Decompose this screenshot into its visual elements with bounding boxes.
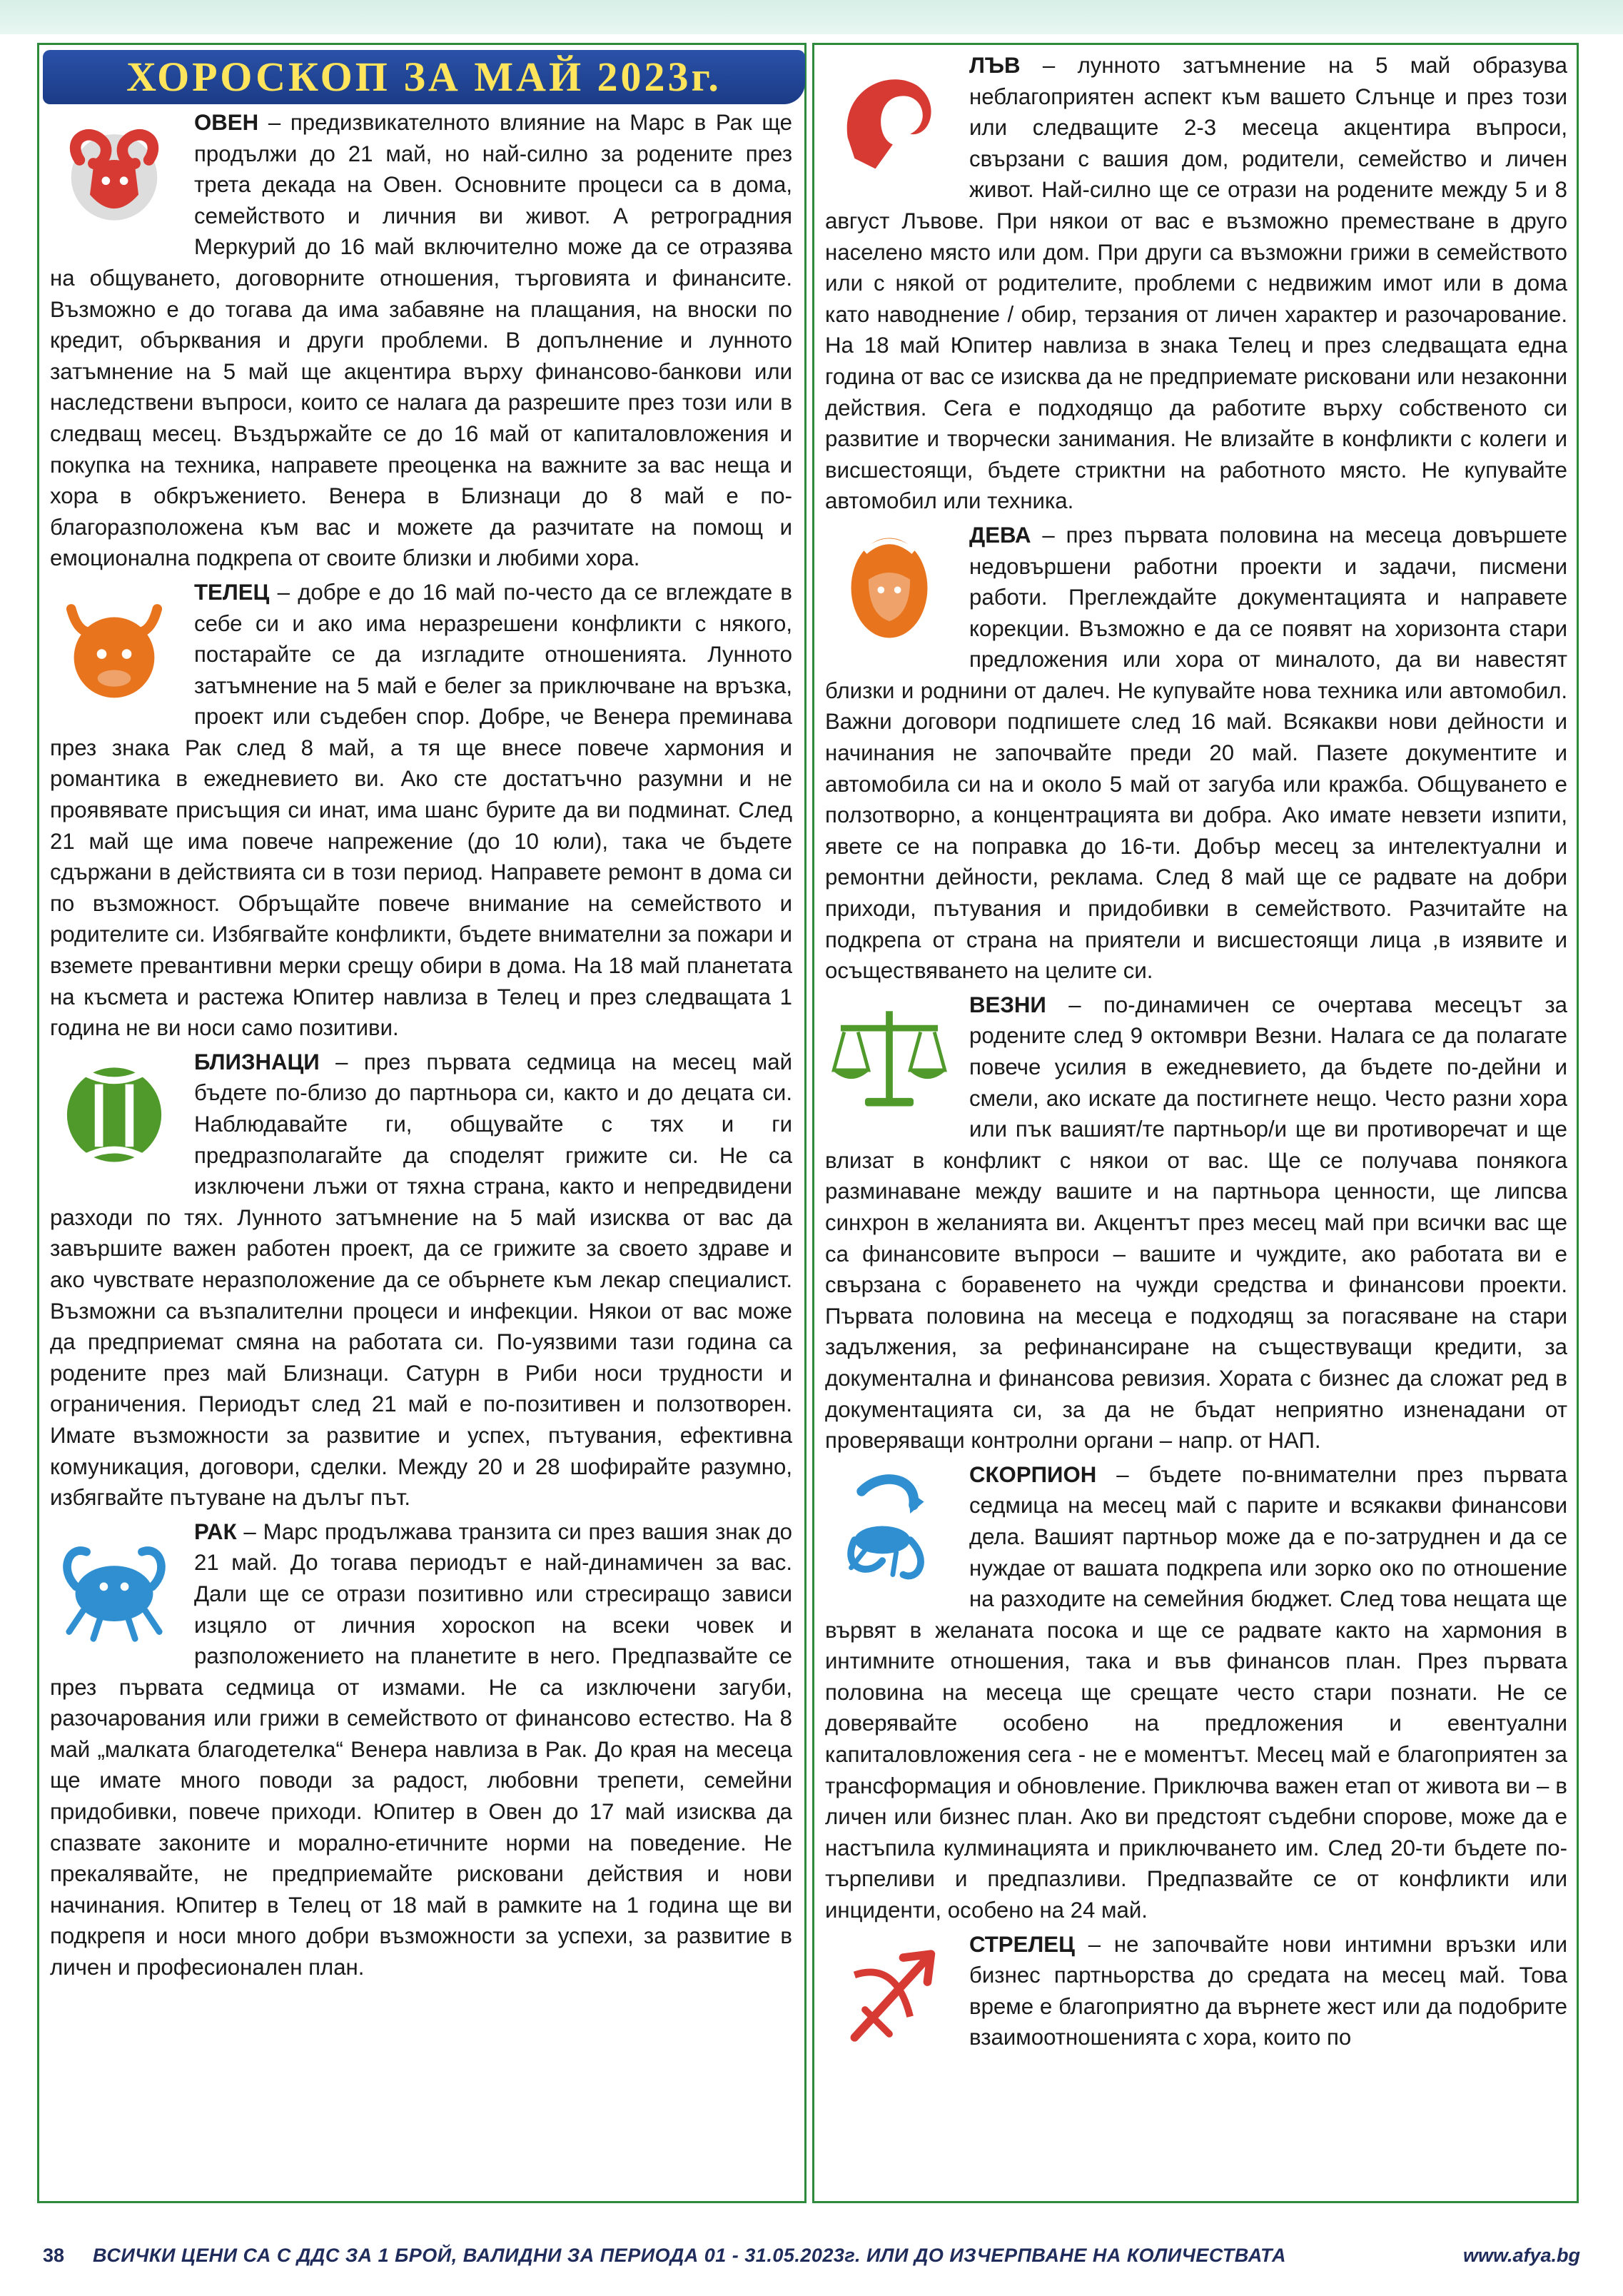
- sign-section-virgo: [825, 520, 1567, 987]
- virgo-icon: [825, 524, 954, 649]
- sign-name-leo: ЛЪВ: [969, 53, 1021, 78]
- sign-name-taurus: ТЕЛЕЦ: [194, 579, 270, 605]
- sign-name-gemini: БЛИЗНАЦИ: [194, 1049, 320, 1074]
- sign-text-cancer: – Марс продължава транзита си през вашия знак до 21 май. До тогава периодът е най-динамичен за вас. Дали ще се отрази позитивно или стресиращо зависи изцяло от личния хороскоп на всеки човек и разположението на планетите в него. Предпазвайте се през първата седмица от измами. Не са изключени загуби, разочарования или грижи в семейството от финансово естество. На 8 май „малката благодетелка“ Венера навлиза в Рак. До края на месеца ще имате много поводи за радост, любовни трепети, семейни придобивки, повече приходи. Юпитер в Овен до 17 май изисква да спазвате законите и морално-етичните норми на поведение. Не прекалявайте, не предприемайте рисковани действия и нови начинания. Юпитер в Телец от 18 май в рамките на 1 година ще ви подкрепя и носи много добри възможности за успехи, за развитие в личен и професионален план.: [50, 1519, 792, 1980]
- sign-section-libra: [825, 990, 1567, 1456]
- sign-text-scorpio: – бъдете по-внимателни през първата седмица на месец май с парите и всякакви финансови дела. Вашият партньор може да е по-затруднен и да се нуждае от вашата подкрепа или зорко око по отношение на разходите на семейния бюджет. След това нещата ще вървят в желаната посока и ще се радвате както на хармония в интимните отношения, така и във финансов план. През първата половина на месеца ще срещате често стари познати. Не се доверявайте особено на предложения и евентуални капиталовложения сега - не е моментът. Месец май е благоприятен за трансформация и обновление. Приключва важен етап от живота ви – в личен или бизнес план. Ако ви предстоят съдебни спорове, може да е настъпила кулминацията и приключването им. След 20-ти бъдете по-търпеливи и предпазливи. Предпазвайте се от конфликти или инциденти, особено на 24 май.: [825, 1461, 1567, 1923]
- sign-name-sagittarius: СТРЕЛЕЦ: [969, 1931, 1075, 1957]
- sign-section-leo: [825, 50, 1567, 517]
- sign-section-sagittarius: [825, 1929, 1567, 2053]
- page-number: 38: [43, 2245, 65, 2266]
- leo-icon: [825, 54, 954, 179]
- sign-name-libra: ВЕЗНИ: [969, 992, 1046, 1017]
- footer: [43, 2237, 1580, 2273]
- sign-name-scorpio: СКОРПИОН: [969, 1461, 1097, 1487]
- sign-text-taurus: – добре е до 16 май по-често да се вглеждате в себе си и ако има неразрешени конфликти с някого, постарайте се да изгладите отношенията. Лунното затъмнение на 5 май е белег за приключване на връзка, проект или съдебен спор. Добре, че Венера преминава през знака Рак след 8 май, а тя ще внесе повече хармония и романтика в ежедневието ви. Ако сте достатъчно разумни и не проявявате присъщия си инат, има шанс бурите да ви подминат. След 21 май ще има повече напрежение (до 10 юли), така че бъдете сдържани в действията си в този период. Направете ремонт в дома си по възможност. Обръщайте повече внимание на семейството и родителите си. Избягвайте конфликти, бъдете внимателни за пожари и вземете превантивни мерки срещу обири в дома. На 18 май планетата на късмета и растежа Юпитер навлиза в Телец и през следващата 1 година не ви носи само позитиви.: [50, 579, 792, 1041]
- gemini-icon: [50, 1051, 178, 1176]
- libra-icon: [825, 994, 954, 1119]
- sign-section-gemini: [50, 1047, 792, 1514]
- sign-text-leo: – лунното затъмнение на 5 май образува неблагоприятен аспект към вашето Слънце и през този или следващите 2-3 месеца акцентира въпроси, свързани с вашия дом, родители, семейство и личен живот. Най-силно ще се отрази на родените между 5 и 8 август Лъвове. При някои от вас е възможно преместване в друго населено място или дом. При други са възможни грижи в семейството или с някой от родителите, проблеми с недвижим имот или в дома като наводнение / обир, терзания от личен характер и разочарование. На 18 май Юпитер навлиза в знака Телец и през следващата една година от вас се изисква да не предприемате рисковани или незаконни действия. Сега е подходящо да работите върху собственото си развитие и творчески занимания. Не влизайте в конфликти с колеги и висшестоящи, бъдете стриктни на работното място. Не купувайте автомобил или техника.: [825, 53, 1567, 514]
- sign-text-libra: – по-динамичен се очертава месецът за родените след 9 октомври Везни. Налага се да полагате повече усилия в ежедневието, да бъдете по-дейни и смели, ако искате да постигнете нещо. Често разни хора или пък вашият/те партньор/и ще ви противоречат и ще влизат в конфликт с някои от вас. Ще се получава понякога разминаване между вашите и на партньора ценности, ще липсва синхрон в желанията ви. Акцентът през месец май при всички вас ще са финансовите въпроси – вашите и чуждите, ако работата ви е свързана с боравенето на чужди средства и финансови проекти. Първата половина на месеца е подходящ за погасяване на стари задължения, за рефинансиране на съществуващи кредити, за документална и финансова ревизия. Хората с бизнес да сложат ред в документацията си, за да не бъдат неприятно изненадани от проверяващи контролни органи – напр. от НАП.: [825, 992, 1567, 1454]
- taurus-icon: [50, 581, 178, 706]
- website-link[interactable]: www.afya.bg: [1462, 2245, 1580, 2266]
- price-notice: ВСИЧКИ ЦЕНИ СА С ДДС ЗА 1 БРОЙ, ВАЛИДНИ ЗА ПЕРИОДА 01 - 31.05.2023г. ИЛИ ДО ИЗЧЕРПВАНЕ НА КОЛИЧЕСТВАТА: [93, 2245, 1286, 2266]
- sign-section-cancer: [50, 1516, 792, 1983]
- aries-icon: [50, 111, 178, 236]
- sign-text-sagittarius: – не започвайте нови интимни връзки или бизнес партньорства до средата на месец май. Това време е благоприятно да върнете жест или да подобрите взаимоотношенията с хора, които по: [969, 1931, 1567, 2050]
- sign-text-aries: – предизвикателното влияние на Марс в Рак ще продължи до 21 май, но най-силно за родените през трета декада на Овен. Основните процеси са в дома, семейството и личния ви живот. А ретроградния Меркурий до 16 май включително може да се отразява на общуването, договорните отношения, търговията и финансите. Възможно е до тогава да има забавяне на плащания, на вноски по кредит, обърквания и други проблеми. В допълнение и лунното затъмнение на 5 май ще акцентира върху финансово-банкови или наследствени въпроси, които се налага да разрешите през този или в следващ месец. Въздържайте се до 16 май от капиталовложения и покупка на техника, направете преоценка на важните за вас неща и хора в обкръжението. Венера в Близнаци до 8 май е по-благоразположена към вас и можете да разчитате на помощ и емоционална подкрепа от своите близки и любими хора.: [50, 110, 792, 571]
- sign-section-aries: [50, 107, 792, 574]
- top-decor-band: [0, 0, 1623, 34]
- sign-name-aries: ОВЕН: [194, 110, 259, 135]
- page-title: ХОРОСКОП ЗА МАЙ 2023г.: [43, 50, 805, 104]
- sign-text-virgo: – през първата половина на месеца довършете недовършени работни проекти и задачи, писмени работи. Преглеждайте документацията и направете корекции. Възможно е да се появят на хоризонта стари предложения или хора от миналото, да ви навестят близки и роднини от далеч. Не купувайте нова техника или автомобил. Важни договори подпишете след 16 май. Всякакви нови дейности и начинания не започвайте преди 20 май. Пазете документите и автомобила си на и около 5 май от загуба или кражба. Общуването е ползотворно, а концентрацията ви добра. Ако имате невзети изпити, явете се на поправка до 16-ти. Добър месец за интелектуални и ремонтни дейности, реклама. След 8 май ще се радвате на добри приходи, пътувания и придобивки в семейството. Разчитайте на подкрепа от страна на приятели и висшестоящи лица ,в изявите и осъществяването на целите си.: [825, 522, 1567, 984]
- left-column: [50, 107, 792, 1986]
- sign-name-cancer: РАК: [194, 1519, 237, 1544]
- sagittarius-icon: [825, 1933, 954, 2058]
- scorpio-icon: [825, 1464, 954, 1588]
- sign-name-virgo: ДЕВА: [969, 522, 1031, 548]
- sign-text-gemini: – през първата седмица на месец май бъдете по-близо до партньора си, както и до децата си. Наблюдавайте ги, общувайте с тях и ги предразполагайте да споделят грижите си. Не са изключени лъжи от тяхна страна, както и непредвидени разходи по тях. Лунното затъмнение на 5 май изисква от вас да завършите важен работен проект, да се грижите за своето здраве и ако чувствате неразположение да се обърнете към лекар специалист. Възможни са възпалителни процеси и инфекции. Някои от вас може да предприемат смяна на работата си. По-уязвими тази година са родените през май Близнаци. Сатурн в Риби носи трудности и ограничения. Периодът след 21 май е по-позитивен и ползотворен. Имате възможности за развитие и успех, пътувания, ефективна комуникация, договори, сделки. Между 20 и 28 шофирайте разумно, избягвайте пътуване на дълъг път.: [50, 1049, 792, 1511]
- sign-section-scorpio: [825, 1459, 1567, 1926]
- cancer-icon: [50, 1521, 178, 1646]
- sign-section-taurus: [50, 577, 792, 1044]
- right-column: [825, 50, 1567, 2061]
